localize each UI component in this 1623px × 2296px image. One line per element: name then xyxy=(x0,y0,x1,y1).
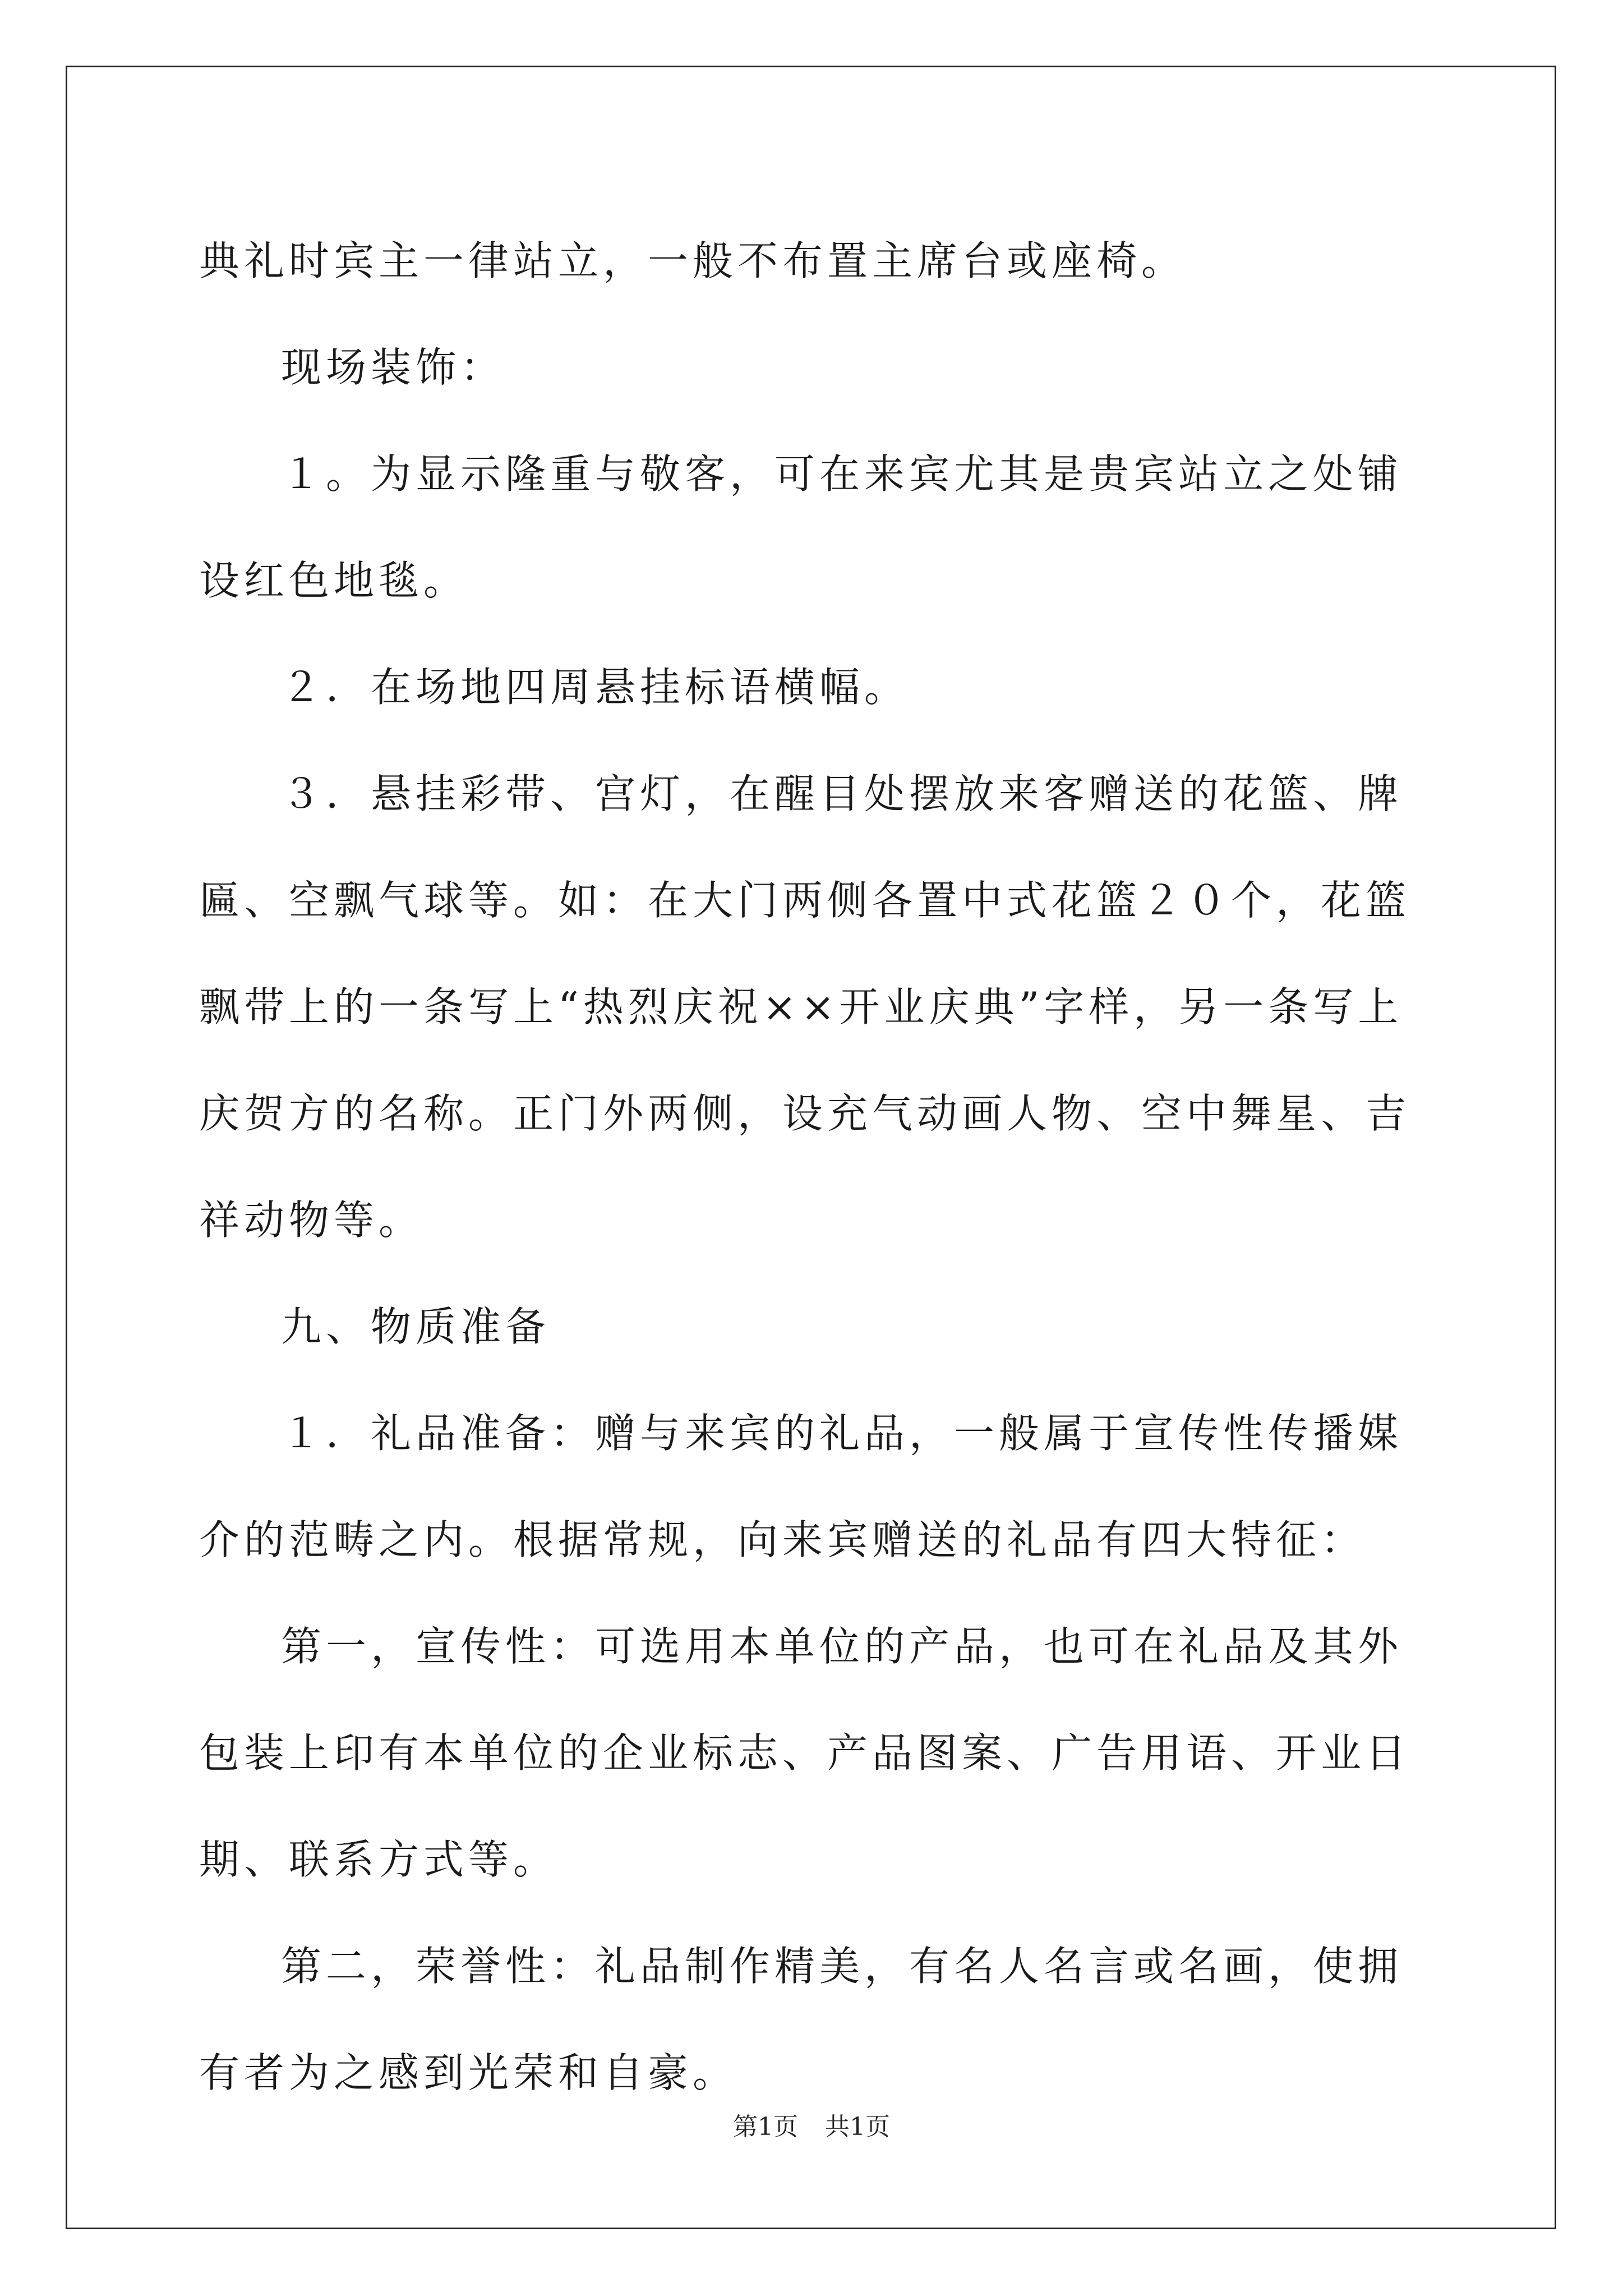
paragraph: 第二，荣誉性：礼品制作精美，有名人名言或名画，使拥有者为之感到光荣和自豪。 xyxy=(199,1943,1403,2096)
document-body xyxy=(199,208,1422,2126)
paragraph: 典礼时宾主一律站立，一般不布置主席台或座椅。 xyxy=(199,237,1187,284)
page-footer xyxy=(0,2110,1623,2144)
page-number: 第1页 xyxy=(733,2113,798,2141)
paragraph: ２．在场地四周悬挂标语横幅。 xyxy=(281,664,910,711)
section-heading: 现场装饰： xyxy=(281,344,506,391)
paragraph: ３．悬挂彩带、宫灯，在醒目处摆放来客赠送的花篮、牌匾、空飘气球等。如：在大门两侧各置中式花篮２０个，花篮飘带上的一条写上“热烈庆祝××开业庆典”字样，另一条写上庆贺方的名称。正门外两侧，设充气动画人物、空中舞星、吉祥动物等。 xyxy=(199,770,1411,1244)
page-total: 共1页 xyxy=(825,2113,890,2141)
section-heading: 九、物质准备 xyxy=(281,1303,551,1350)
paragraph: １．礼品准备：赠与来宾的礼品，一般属于宣传性传播媒介的范畴之内。根据常规，向来宾赠送的礼品有四大特征： xyxy=(199,1410,1403,1563)
paragraph: １。为显示隆重与敬客，可在来宾尤其是贵宾站立之处铺设红色地毯。 xyxy=(199,450,1403,604)
paragraph: 第一，宣传性：可选用本单位的产品，也可在礼品及其外包装上印有本单位的企业标志、产品图案、广告用语、开业日期、联系方式等。 xyxy=(199,1623,1411,1883)
